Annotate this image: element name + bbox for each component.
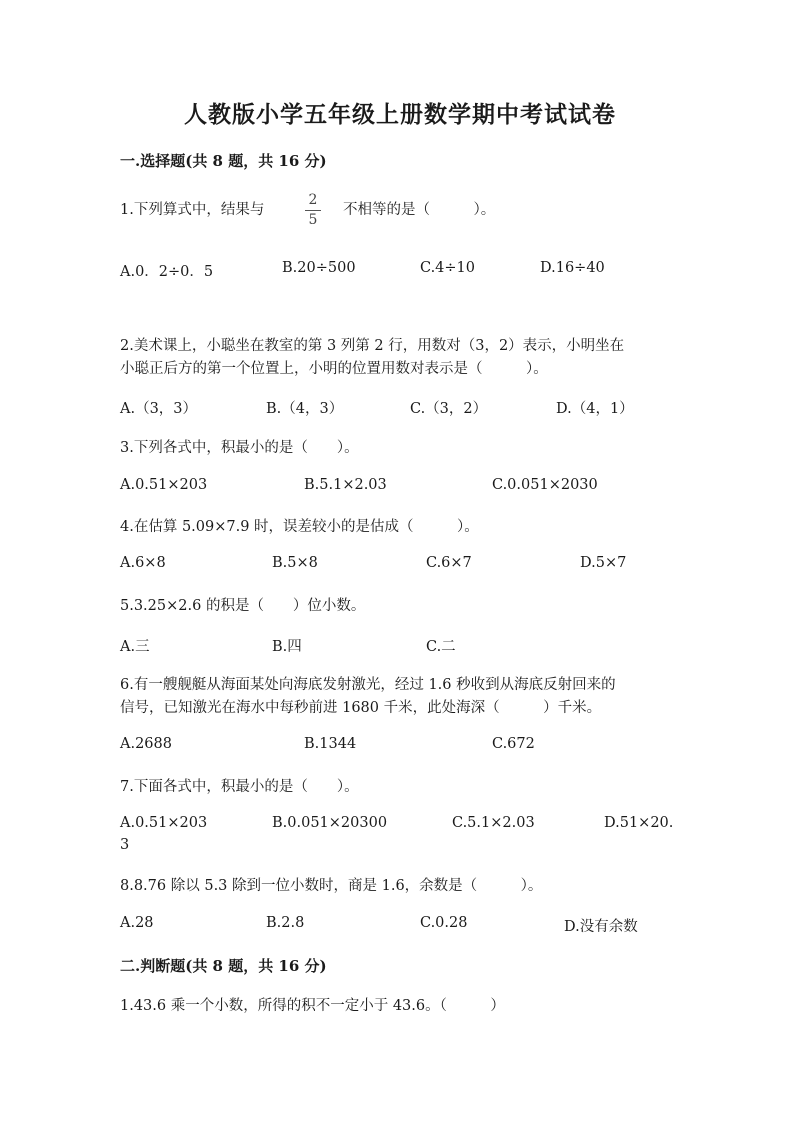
q5-option-a: A.三 [120,639,150,655]
q7-option-c: C.5.1×2.03 [452,815,535,831]
q4-option-a: A.6×8 [120,555,166,571]
question-1-fraction [302,192,324,229]
q4-option-b: B.5×8 [272,555,318,571]
q1-option-b: B.20÷500 [282,260,356,276]
question-6-line-2: 信号，已知激光在海水中每秒前进 1680 千米，此处海深（ ）千米。 [120,700,602,716]
question-5-text: 5.3.25×2.6 的积是（ ）位小数。 [120,598,366,614]
q3-option-b: B.5.1×2.03 [304,477,387,493]
q3-option-a: A.0.51×203 [120,477,208,493]
fraction-numerator: 2 [308,192,318,208]
q5-option-c: C.二 [426,639,456,655]
question-1-text-before: 1.下列算式中，结果与 [120,202,265,218]
section-heading-choice: 一.选择题(共 8 题，共 16 分) [120,152,327,170]
question-2-line-2: 小聪正后方的第一个位置上，小明的位置用数对表示是（ ）。 [120,361,548,377]
fraction-denominator: 5 [308,212,318,228]
q7-option-a: A.0.51×203 [120,815,208,831]
q1-option-c: C.4÷10 [420,260,476,276]
question-4-text: 4.在估算 5.09×7.9 时，误差较小的是估成（ ）。 [120,519,479,535]
question-3-text: 3.下列各式中，积最小的是（ ）。 [120,440,359,456]
q2-option-a: A.（3，3） [120,401,198,417]
fraction-bar [305,210,321,211]
q4-option-c: C.6×7 [426,555,472,571]
q6-option-c: C.672 [492,736,535,752]
question-7-text: 7.下面各式中，积最小的是（ ）。 [120,779,359,795]
q3-option-c: C.0.051×2030 [492,477,598,493]
q6-option-a: A.2688 [120,736,172,752]
section-heading-judgement: 二.判断题(共 8 题，共 16 分) [120,957,327,975]
question-8-text: 8.8.76 除以 5.3 除到一位小数时，商是 1.6，余数是（ ）。 [120,878,543,894]
q2-option-b: B.（4，3） [266,401,344,417]
q8-option-b: B.2.8 [266,915,305,931]
q7-option-d: D.51×20. [604,815,674,831]
q8-option-c: C.0.28 [420,915,468,931]
q2-option-c: C.（3，2） [410,401,488,417]
q4-option-d: D.5×7 [580,555,627,571]
q1-option-d: D.16÷40 [540,260,605,276]
question-2-line-1: 2.美术课上，小聪坐在教室的第 3 列第 2 行，用数对（3，2）表示，小明坐在 [120,338,625,354]
q1-option-a: A.0．2÷0．5 [120,264,214,280]
judgement-1-text: 1.43.6 乘一个小数，所得的积不一定小于 43.6。（ ） [120,998,505,1014]
page-title: 人教版小学五年级上册数学期中考试试卷 [184,101,616,128]
question-6-line-1: 6.有一艘舰艇从海面某处向海底发射激光，经过 1.6 秒收到从海底反射回来的 [120,677,616,693]
q8-option-d: D.没有余数 [564,919,638,935]
q7-option-d-wrap: 3 [120,837,130,853]
q2-option-d: D.（4，1） [556,401,634,417]
q5-option-b: B.四 [272,639,302,655]
q8-option-a: A.28 [120,915,154,931]
q6-option-b: B.1344 [304,736,357,752]
question-1-text-after: 不相等的是（ ）。 [343,202,496,218]
q7-option-b: B.0.051×20300 [272,815,388,831]
